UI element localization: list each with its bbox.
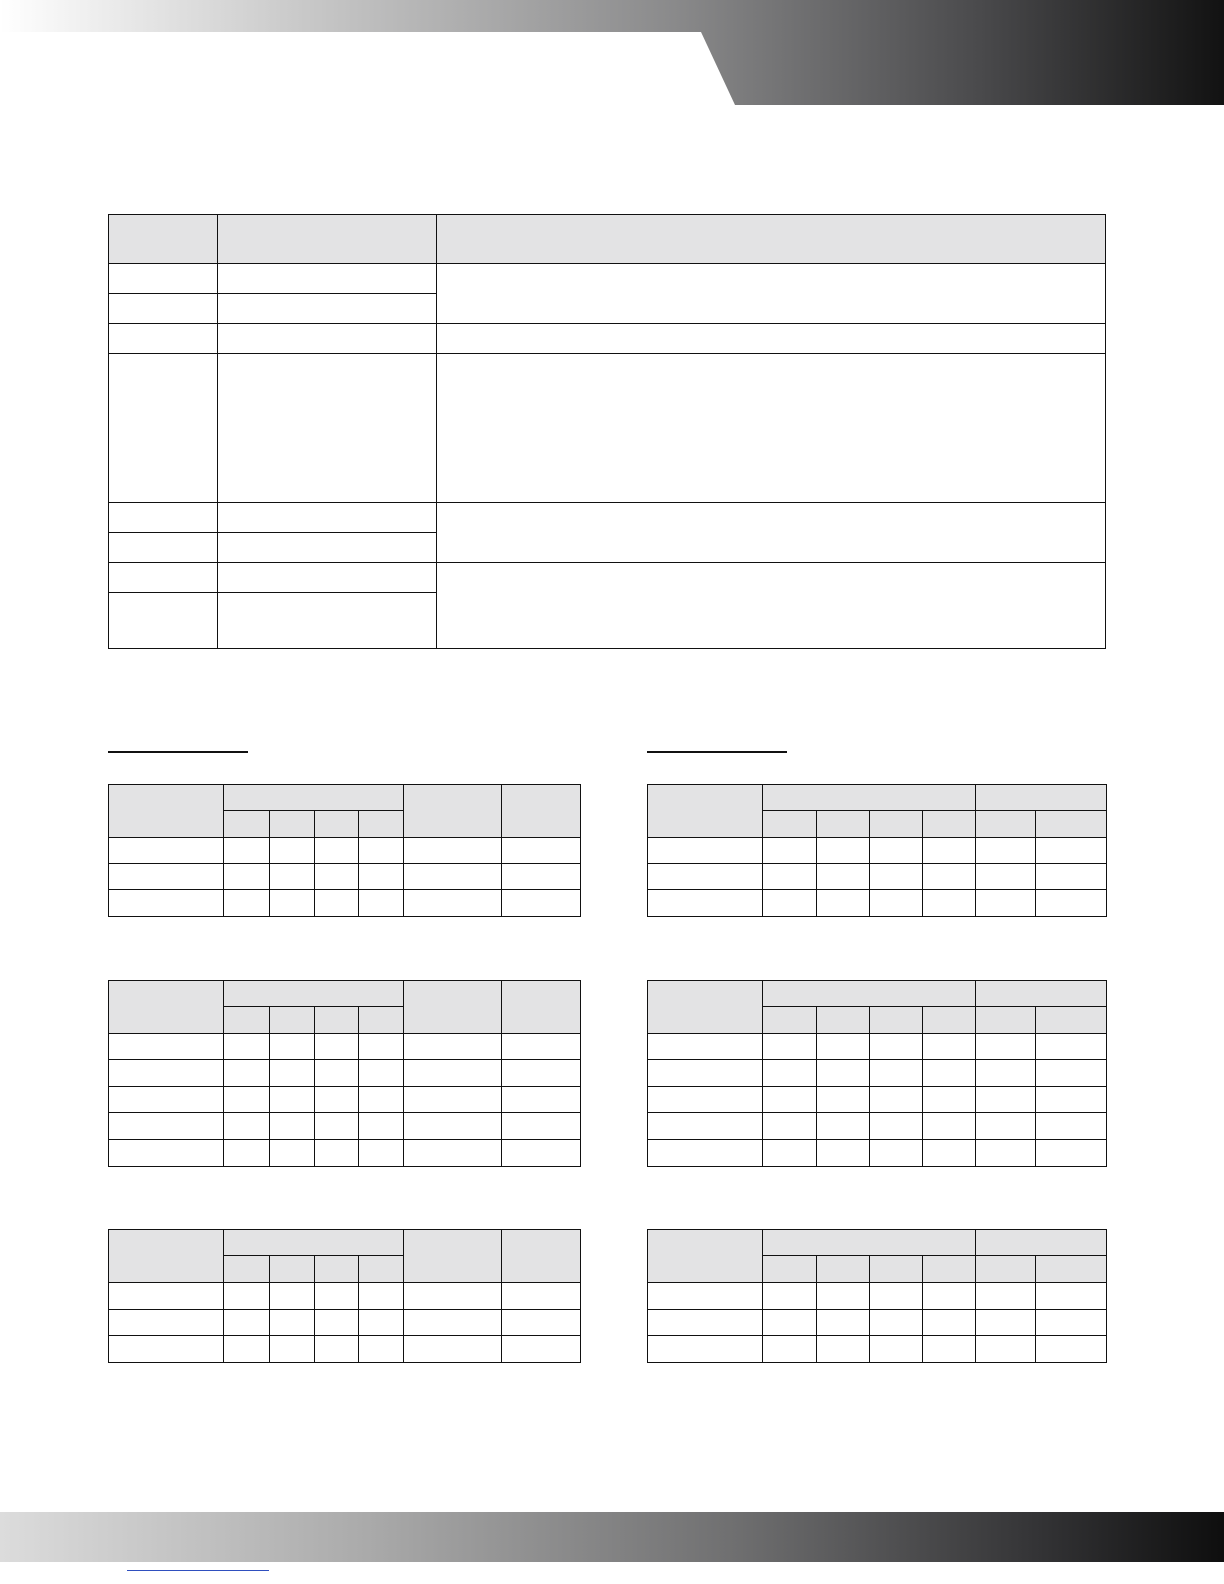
subheader-cell — [870, 1256, 923, 1283]
table-cell — [218, 264, 437, 294]
note-cell — [437, 563, 1106, 649]
table-row — [648, 1113, 1107, 1140]
group-header-cell — [224, 1230, 404, 1256]
header-cell — [109, 1230, 224, 1283]
group-header-cell — [763, 1230, 976, 1256]
note-cell — [437, 264, 1106, 324]
subheader-cell — [1036, 1007, 1107, 1034]
subheader-cell — [923, 1256, 976, 1283]
table-cell — [109, 533, 218, 563]
group-header-cell — [224, 981, 404, 1007]
subheader-cell — [976, 811, 1036, 838]
table-row — [109, 1060, 581, 1087]
table-cell — [218, 324, 437, 354]
footer-gradient-band — [0, 1512, 1224, 1562]
right-table-1 — [647, 784, 1107, 917]
subheader-cell — [359, 811, 404, 838]
table-row — [109, 864, 581, 890]
table-cell — [218, 503, 437, 533]
table-row — [648, 838, 1107, 864]
header-cell — [502, 1230, 581, 1283]
subheader-cell — [224, 1256, 270, 1283]
right-table-2 — [647, 980, 1107, 1167]
table-row — [648, 1140, 1107, 1167]
header-cell — [502, 981, 581, 1034]
header-cell — [648, 785, 763, 838]
right-section-heading — [647, 751, 787, 753]
left-table-2 — [108, 980, 581, 1167]
header-cell — [648, 1230, 763, 1283]
subheader-cell — [763, 811, 817, 838]
table-row — [109, 1336, 581, 1363]
header-cell — [648, 981, 763, 1034]
table-cell — [218, 533, 437, 563]
group-header-cell — [224, 785, 404, 811]
table-cell — [218, 294, 437, 324]
table-cell — [109, 324, 218, 354]
subheader-cell — [1036, 1256, 1107, 1283]
table-cell — [109, 354, 218, 503]
table-row — [648, 1336, 1107, 1363]
header-cell — [109, 981, 224, 1034]
group-header-cell — [763, 785, 976, 811]
subheader-cell — [923, 811, 976, 838]
table-row — [109, 1283, 581, 1310]
header-cell — [109, 785, 224, 838]
table-cell — [109, 503, 218, 533]
subheader-cell — [870, 811, 923, 838]
left-table-3 — [108, 1229, 581, 1363]
table-row — [109, 1087, 581, 1113]
subheader-cell — [270, 811, 315, 838]
table-row — [109, 838, 581, 864]
table-row — [648, 1034, 1107, 1060]
table-row — [648, 1060, 1107, 1087]
header-cell — [404, 785, 502, 838]
table-cell — [218, 563, 437, 593]
subheader-cell — [870, 1007, 923, 1034]
subheader-cell — [315, 811, 359, 838]
subheader-cell — [270, 1256, 315, 1283]
left-section-heading — [108, 751, 248, 753]
subheader-cell — [817, 1256, 870, 1283]
group-header-cell — [976, 785, 1107, 811]
table-row — [648, 1087, 1107, 1113]
table-row — [109, 890, 581, 917]
subheader-cell — [976, 1256, 1036, 1283]
subheader-cell — [315, 1256, 359, 1283]
subheader-cell — [224, 811, 270, 838]
table-row — [109, 1034, 581, 1060]
table-cell — [218, 593, 437, 649]
note-cell — [437, 503, 1106, 563]
subheader-cell — [817, 811, 870, 838]
table-cell — [109, 593, 218, 649]
table-row — [109, 1113, 581, 1140]
group-header-cell — [976, 981, 1107, 1007]
table-cell — [218, 354, 437, 503]
table-cell — [109, 563, 218, 593]
footer-link[interactable] — [127, 1570, 269, 1571]
header-cell — [218, 215, 437, 264]
table-cell — [109, 264, 218, 294]
subheader-cell — [763, 1256, 817, 1283]
table-row — [109, 1140, 581, 1167]
table-row — [648, 864, 1107, 890]
header-cell — [502, 785, 581, 838]
header-cell — [404, 981, 502, 1034]
header-cell — [109, 215, 218, 264]
right-table-3 — [647, 1229, 1107, 1363]
subheader-cell — [315, 1007, 359, 1034]
subheader-cell — [1036, 811, 1107, 838]
group-header-cell — [976, 1230, 1107, 1256]
main-spec-table — [108, 214, 1106, 649]
subheader-cell — [817, 1007, 870, 1034]
table-row — [648, 890, 1107, 917]
subheader-cell — [359, 1007, 404, 1034]
table-row — [109, 1310, 581, 1336]
left-table-1 — [108, 784, 581, 917]
subheader-cell — [763, 1007, 817, 1034]
header-cell — [437, 215, 1106, 264]
table-row — [648, 1310, 1107, 1336]
header-cell — [404, 1230, 502, 1283]
subheader-cell — [224, 1007, 270, 1034]
group-header-cell — [763, 981, 976, 1007]
subheader-cell — [270, 1007, 315, 1034]
table-cell — [109, 294, 218, 324]
subheader-cell — [359, 1256, 404, 1283]
table-row — [648, 1283, 1107, 1310]
subheader-cell — [923, 1007, 976, 1034]
note-cell — [437, 354, 1106, 503]
note-cell — [437, 324, 1106, 354]
subheader-cell — [976, 1007, 1036, 1034]
